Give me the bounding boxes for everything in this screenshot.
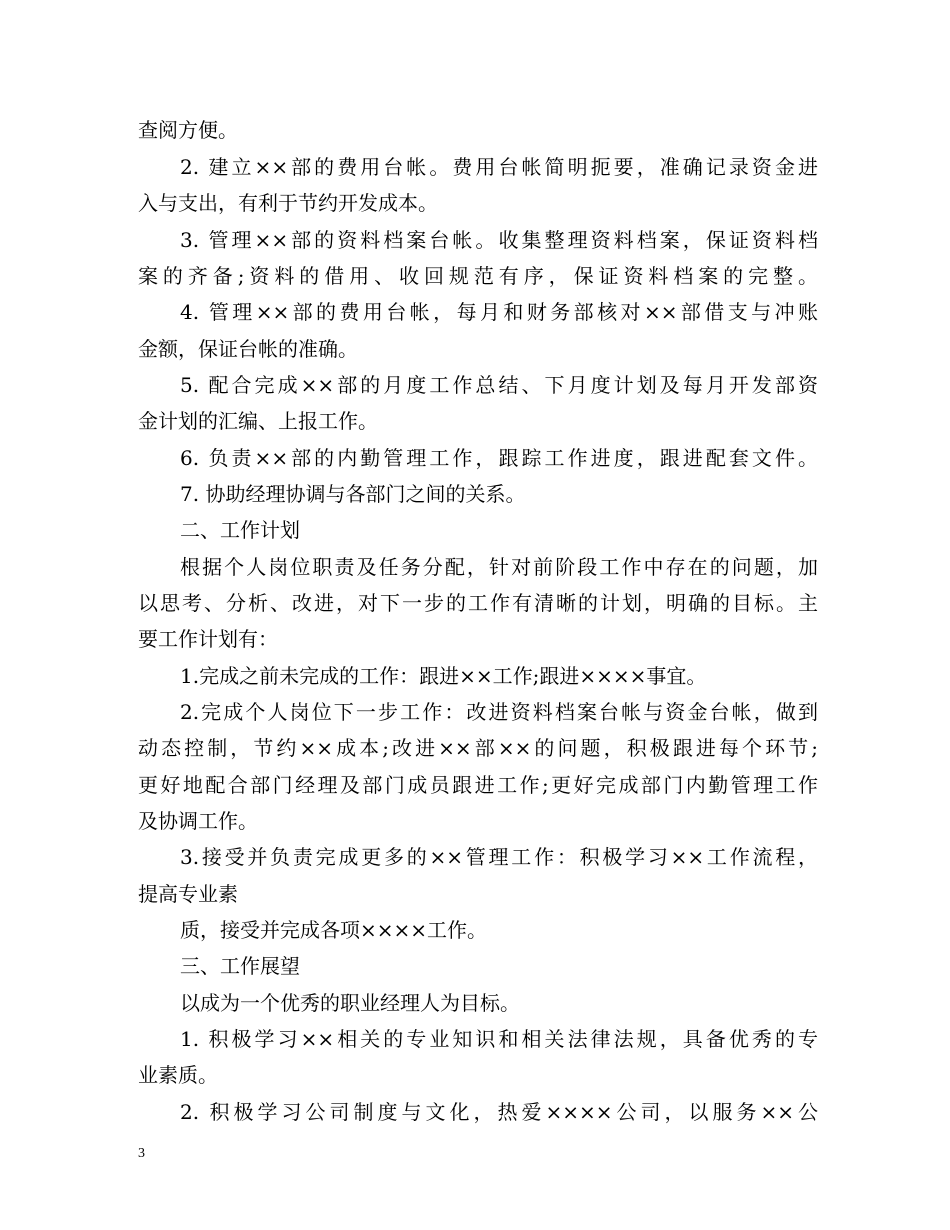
- text-line: 7. 协助经理协调与各部门之间的关系。: [180, 482, 526, 506]
- text-line: 查阅方便。: [138, 118, 238, 142]
- text-line: 入与支出，有利于节约开发成本。: [138, 191, 438, 215]
- text-line: 提高专业素: [138, 882, 238, 906]
- text-line: 6. 负责××部的内勤管理工作，跟踪工作进度，跟进配套文件。: [180, 446, 818, 470]
- text-line: 3.接受并负责完成更多的××管理工作：积极学习××工作流程，: [180, 845, 818, 869]
- text-line: 要工作计划有：: [138, 627, 278, 651]
- text-line: 2.完成个人岗位下一步工作：改进资料档案台帐与资金台帐，做到: [180, 700, 818, 724]
- text-line: 根据个人岗位职责及任务分配，针对前阶段工作中存在的问题，加: [180, 555, 818, 579]
- text-line: 及协调工作。: [138, 809, 258, 833]
- text-line: 金额，保证台帐的准确。: [138, 337, 358, 361]
- text-line: 5. 配合完成××部的月度工作总结、下月度计划及每月开发部资: [180, 373, 818, 397]
- text-line: 业素质。: [138, 1063, 218, 1087]
- text-line: 以成为一个优秀的职业经理人为目标。: [180, 991, 520, 1015]
- text-line: 金计划的汇编、上报工作。: [138, 409, 378, 433]
- text-line: 2. 建立××部的费用台帐。费用台帐简明扼要，准确记录资金进: [180, 155, 818, 179]
- text-line: 1.完成之前未完成的工作：跟进××工作;跟进××××事宜。: [180, 664, 707, 688]
- page-number: 3: [138, 1146, 145, 1161]
- text-line: 4. 管理××部的费用台帐，每月和财务部核对××部借支与冲账: [180, 300, 818, 324]
- text-line: 案的齐备;资料的借用、收回规范有序，保证资料档案的完整。: [138, 264, 818, 288]
- text-line: 3. 管理××部的资料档案台帐。收集整理资料档案，保证资料档: [180, 228, 818, 252]
- text-line: 以思考、分析、改进，对下一步的工作有清晰的计划，明确的目标。主: [138, 591, 818, 615]
- text-line: 1. 积极学习××相关的专业知识和相关法律法规，具备优秀的专: [180, 1027, 818, 1051]
- text-line: 质，接受并完成各项××××工作。: [180, 918, 488, 942]
- text-line: 2. 积极学习公司制度与文化，热爱××××公司，以服务××公: [180, 1100, 818, 1124]
- section-heading: 二、工作计划: [180, 518, 300, 542]
- text-line: 更好地配合部门经理及部门成员跟进工作;更好完成部门内勤管理工作: [138, 773, 818, 797]
- section-heading: 三、工作展望: [180, 954, 300, 978]
- text-line: 动态控制，节约××成本;改进××部××的问题，积极跟进每个环节;: [138, 736, 818, 760]
